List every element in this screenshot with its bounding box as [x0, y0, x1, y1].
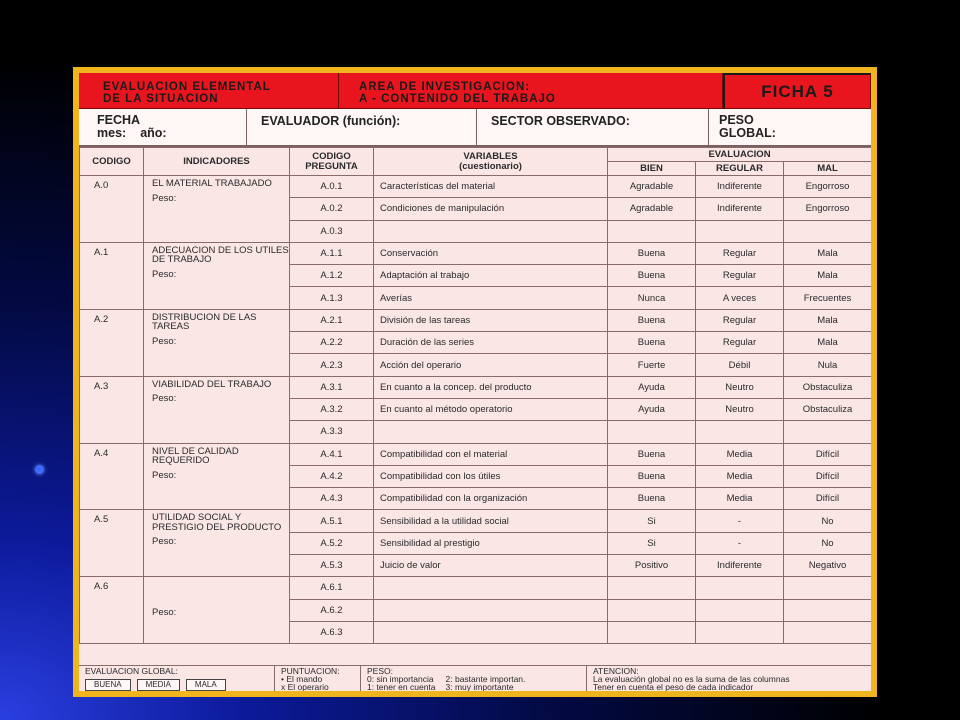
col-codigo-pregunta-line-1: CODIGO	[312, 150, 351, 162]
indicator-weight: Peso:	[152, 469, 177, 481]
col-mal: MAL	[784, 162, 872, 176]
question-code: A.4.1	[290, 443, 374, 465]
weight-legend	[361, 666, 587, 691]
eval-bien[interactable]: Buena	[608, 332, 696, 354]
eval-bien[interactable]: Si	[608, 510, 696, 532]
question-code: A.4.3	[290, 488, 374, 510]
eval-mal[interactable]: Mala	[784, 332, 872, 354]
eval-bien[interactable]: Buena	[608, 488, 696, 510]
table-row	[80, 309, 872, 331]
eval-regular[interactable]: Media	[696, 465, 784, 487]
col-indicadores: INDICADORES	[144, 148, 290, 176]
eval-regular[interactable]	[696, 220, 784, 242]
attention-line-1: La evaluación global no es la suma de las columnas	[593, 674, 790, 684]
variable-text: Acción del operario	[374, 354, 608, 376]
scoring-item-operario: x El operario	[281, 682, 329, 691]
eval-mal[interactable]	[784, 621, 872, 643]
variable-text	[374, 577, 608, 599]
eval-bien[interactable]: Fuerte	[608, 354, 696, 376]
eval-mal[interactable]: No	[784, 532, 872, 554]
question-code: A.5.3	[290, 555, 374, 577]
eval-bien[interactable]: Agradable	[608, 176, 696, 198]
eval-bien[interactable]	[608, 421, 696, 443]
question-code: A.0.2	[290, 198, 374, 220]
eval-bien[interactable]: Buena	[608, 309, 696, 331]
col-codigo: CODIGO	[80, 148, 144, 176]
area-line-1: AREA DE INVESTIGACION:	[359, 81, 531, 93]
global-evaluation	[79, 666, 275, 691]
eval-mal[interactable]: Frecuentes	[784, 287, 872, 309]
question-code: A.2.1	[290, 309, 374, 331]
eval-bien[interactable]: Ayuda	[608, 398, 696, 420]
col-codigo-pregunta	[290, 148, 374, 176]
eval-regular[interactable]: Media	[696, 443, 784, 465]
indicator-code: A.2	[80, 309, 144, 376]
indicator-weight: Peso:	[152, 192, 177, 204]
variable-text	[374, 220, 608, 242]
global-weight-line-2: GLOBAL:	[719, 126, 776, 140]
variable-text	[374, 621, 608, 643]
eval-bien[interactable]: Si	[608, 532, 696, 554]
variable-text: Condiciones de manipulación	[374, 198, 608, 220]
eval-mal[interactable]: No	[784, 510, 872, 532]
variable-text: En cuanto a la concep. del producto	[374, 376, 608, 398]
global-weight-line-1: PESO	[719, 113, 754, 127]
eval-bien[interactable]	[608, 577, 696, 599]
eval-regular[interactable]: Regular	[696, 242, 784, 264]
variable-text: Características del material	[374, 176, 608, 198]
indicator-name: NIVEL DE CALIDAD REQUERIDO	[152, 445, 239, 467]
variable-text	[374, 421, 608, 443]
eval-regular[interactable]: Regular	[696, 265, 784, 287]
indicator-code: A.1	[80, 242, 144, 309]
indicator-name: DISTRIBUCION DE LAS TAREAS	[152, 311, 257, 333]
variable-text: Juicio de valor	[374, 555, 608, 577]
question-code: A.0.3	[290, 220, 374, 242]
eval-bien[interactable]	[608, 621, 696, 643]
question-code: A.1.2	[290, 265, 374, 287]
indicator-weight: Peso:	[152, 607, 177, 619]
col-variables-line-1: VARIABLES	[463, 150, 518, 162]
slide-bullet	[35, 465, 44, 474]
indicator-weight: Peso:	[152, 335, 177, 347]
question-code: A.1.1	[290, 242, 374, 264]
question-code: A.3.2	[290, 398, 374, 420]
eval-regular[interactable]: Media	[696, 488, 784, 510]
table-row	[80, 376, 872, 398]
question-code: A.3.3	[290, 421, 374, 443]
eval-regular[interactable]	[696, 577, 784, 599]
form-footer	[79, 665, 871, 691]
global-mala-box[interactable]: MALA	[186, 679, 226, 691]
variable-text: Sensibilidad al prestigio	[374, 532, 608, 554]
eval-regular[interactable]: Regular	[696, 309, 784, 331]
global-media-box[interactable]: MEDIA	[137, 679, 180, 691]
eval-regular[interactable]	[696, 621, 784, 643]
indicator-cell[interactable]	[144, 376, 290, 443]
question-code: A.6.3	[290, 621, 374, 643]
variable-text: Averías	[374, 287, 608, 309]
info-row	[79, 109, 871, 147]
evaluation-sheet	[79, 73, 871, 691]
variable-text: Compatibilidad con los útiles	[374, 465, 608, 487]
evaluation-table	[79, 147, 871, 644]
ficha-label: FICHA 5	[723, 73, 871, 109]
eval-regular[interactable]: -	[696, 532, 784, 554]
attention-line-2: Tener en cuenta el peso de cada indicador	[593, 682, 754, 691]
global-evaluation-label: EVALUACION GLOBAL:	[85, 666, 178, 676]
eval-bien[interactable]: Buena	[608, 443, 696, 465]
title-line-2: DE LA SITUACION	[103, 93, 219, 105]
eval-mal[interactable]: Mala	[784, 265, 872, 287]
indicator-code: A.0	[80, 176, 144, 243]
eval-mal[interactable]: Nula	[784, 354, 872, 376]
eval-bien[interactable]: Buena	[608, 265, 696, 287]
eval-mal[interactable]	[784, 577, 872, 599]
variable-text: Conservación	[374, 242, 608, 264]
question-code: A.5.2	[290, 532, 374, 554]
indicator-cell[interactable]	[144, 176, 290, 243]
weight-3: 3: muy importante	[445, 682, 514, 691]
variable-text: División de las tareas	[374, 309, 608, 331]
indicator-cell[interactable]	[144, 577, 290, 644]
eval-regular[interactable]: A veces	[696, 287, 784, 309]
table-row	[80, 176, 872, 198]
eval-mal[interactable]	[784, 599, 872, 621]
evaluator-field[interactable]	[247, 109, 477, 145]
indicator-cell[interactable]	[144, 242, 290, 309]
scoring-item-mando: • El mando	[281, 674, 323, 684]
sector-label: SECTOR OBSERVADO:	[491, 114, 630, 128]
indicator-cell[interactable]	[144, 309, 290, 376]
question-code: A.0.1	[290, 176, 374, 198]
attention-note	[587, 666, 871, 691]
title-line-1: EVALUACION ELEMENTAL	[103, 81, 271, 93]
indicator-code: A.5	[80, 510, 144, 577]
date-label: FECHA	[97, 113, 141, 127]
col-evaluacion: EVALUACION	[608, 148, 872, 162]
col-codigo-pregunta-line-2: PREGUNTA	[305, 160, 358, 172]
table-row	[80, 242, 872, 264]
col-variables	[374, 148, 608, 176]
variable-text: Compatibilidad con el material	[374, 443, 608, 465]
scoring-legend	[275, 666, 361, 691]
variable-text: Adaptación al trabajo	[374, 265, 608, 287]
weight-1: 1: tener en cuenta	[367, 682, 436, 691]
question-code: A.5.1	[290, 510, 374, 532]
eval-bien[interactable]: Positivo	[608, 555, 696, 577]
eval-mal[interactable]	[784, 220, 872, 242]
month-label: mes:	[97, 126, 127, 140]
eval-bien[interactable]: Buena	[608, 242, 696, 264]
col-regular: REGULAR	[696, 162, 784, 176]
eval-mal[interactable]: Negativo	[784, 555, 872, 577]
table-body	[80, 176, 872, 644]
eval-mal[interactable]: Difícil	[784, 465, 872, 487]
eval-mal[interactable]: Difícil	[784, 488, 872, 510]
weight-title: PESO:	[367, 666, 393, 676]
variable-text: Duración de las series	[374, 332, 608, 354]
eval-regular[interactable]: Indiferente	[696, 198, 784, 220]
year-label: año:	[140, 126, 167, 140]
indicator-name: EL MATERIAL TRABAJADO	[152, 178, 272, 189]
eval-regular[interactable]: Indiferente	[696, 555, 784, 577]
indicator-weight: Peso:	[152, 268, 177, 280]
indicator-cell[interactable]	[144, 510, 290, 577]
indicator-code: A.4	[80, 443, 144, 510]
indicator-code: A.6	[80, 577, 144, 644]
eval-mal[interactable]: Difícil	[784, 443, 872, 465]
indicator-weight: Peso:	[152, 536, 177, 548]
table-row	[80, 443, 872, 465]
variable-text: Sensibilidad a la utilidad social	[374, 510, 608, 532]
eval-bien[interactable]: Ayuda	[608, 376, 696, 398]
form-header	[79, 73, 871, 109]
eval-mal[interactable]: Obstaculiza	[784, 398, 872, 420]
indicator-name: ADECUACION DE LOS UTILES DE TRABAJO	[152, 244, 289, 266]
question-code: A.6.1	[290, 577, 374, 599]
global-buena-box[interactable]: BUENA	[85, 679, 131, 691]
table-row	[80, 510, 872, 532]
indicator-name: VIABILIDAD DEL TRABAJO	[152, 378, 272, 390]
eval-regular[interactable]	[696, 599, 784, 621]
indicator-name: UTILIDAD SOCIAL Y PRESTIGIO DEL PRODUCTO	[152, 512, 282, 533]
eval-bien[interactable]	[608, 220, 696, 242]
scoring-title: PUNTUACION:	[281, 666, 340, 676]
eval-mal[interactable]: Mala	[784, 242, 872, 264]
question-code: A.2.3	[290, 354, 374, 376]
eval-mal[interactable]: Obstaculiza	[784, 376, 872, 398]
variable-text	[374, 599, 608, 621]
evaluator-label: EVALUADOR (función):	[261, 114, 401, 128]
weight-0: 0: sin importancia	[367, 674, 434, 684]
col-bien: BIEN	[608, 162, 696, 176]
eval-mal[interactable]	[784, 421, 872, 443]
indicator-code: A.3	[80, 376, 144, 443]
col-variables-line-2: (cuestionario)	[459, 160, 522, 172]
question-code: A.6.2	[290, 599, 374, 621]
variable-text: Compatibilidad con la organización	[374, 488, 608, 510]
form-frame	[73, 67, 877, 697]
area-line-2: A - CONTENIDO DEL TRABAJO	[359, 93, 556, 105]
eval-bien[interactable]	[608, 599, 696, 621]
sector-field[interactable]	[477, 109, 709, 145]
eval-mal[interactable]: Mala	[784, 309, 872, 331]
eval-regular[interactable]: Regular	[696, 332, 784, 354]
eval-mal[interactable]: Engorroso	[784, 198, 872, 220]
eval-bien[interactable]: Buena	[608, 465, 696, 487]
table-row	[80, 577, 872, 599]
eval-regular[interactable]: -	[696, 510, 784, 532]
eval-bien[interactable]: Agradable	[608, 198, 696, 220]
eval-regular[interactable]	[696, 421, 784, 443]
eval-regular[interactable]: Indiferente	[696, 176, 784, 198]
question-code: A.4.2	[290, 465, 374, 487]
weight-2: 2: bastante importan.	[445, 674, 526, 684]
variable-text: En cuanto al método operatorio	[374, 398, 608, 420]
indicator-cell[interactable]	[144, 443, 290, 510]
question-code: A.2.2	[290, 332, 374, 354]
global-weight-field[interactable]	[709, 109, 871, 145]
eval-mal[interactable]: Engorroso	[784, 176, 872, 198]
indicator-weight: Peso:	[152, 393, 177, 405]
eval-regular[interactable]: Neutro	[696, 398, 784, 420]
question-code: A.3.1	[290, 376, 374, 398]
date-field[interactable]	[79, 109, 247, 145]
question-code: A.1.3	[290, 287, 374, 309]
research-area	[339, 73, 723, 109]
form-title	[79, 73, 339, 109]
eval-regular[interactable]: Débil	[696, 354, 784, 376]
eval-bien[interactable]: Nunca	[608, 287, 696, 309]
attention-title: ATENCION:	[593, 666, 639, 676]
eval-regular[interactable]: Neutro	[696, 376, 784, 398]
